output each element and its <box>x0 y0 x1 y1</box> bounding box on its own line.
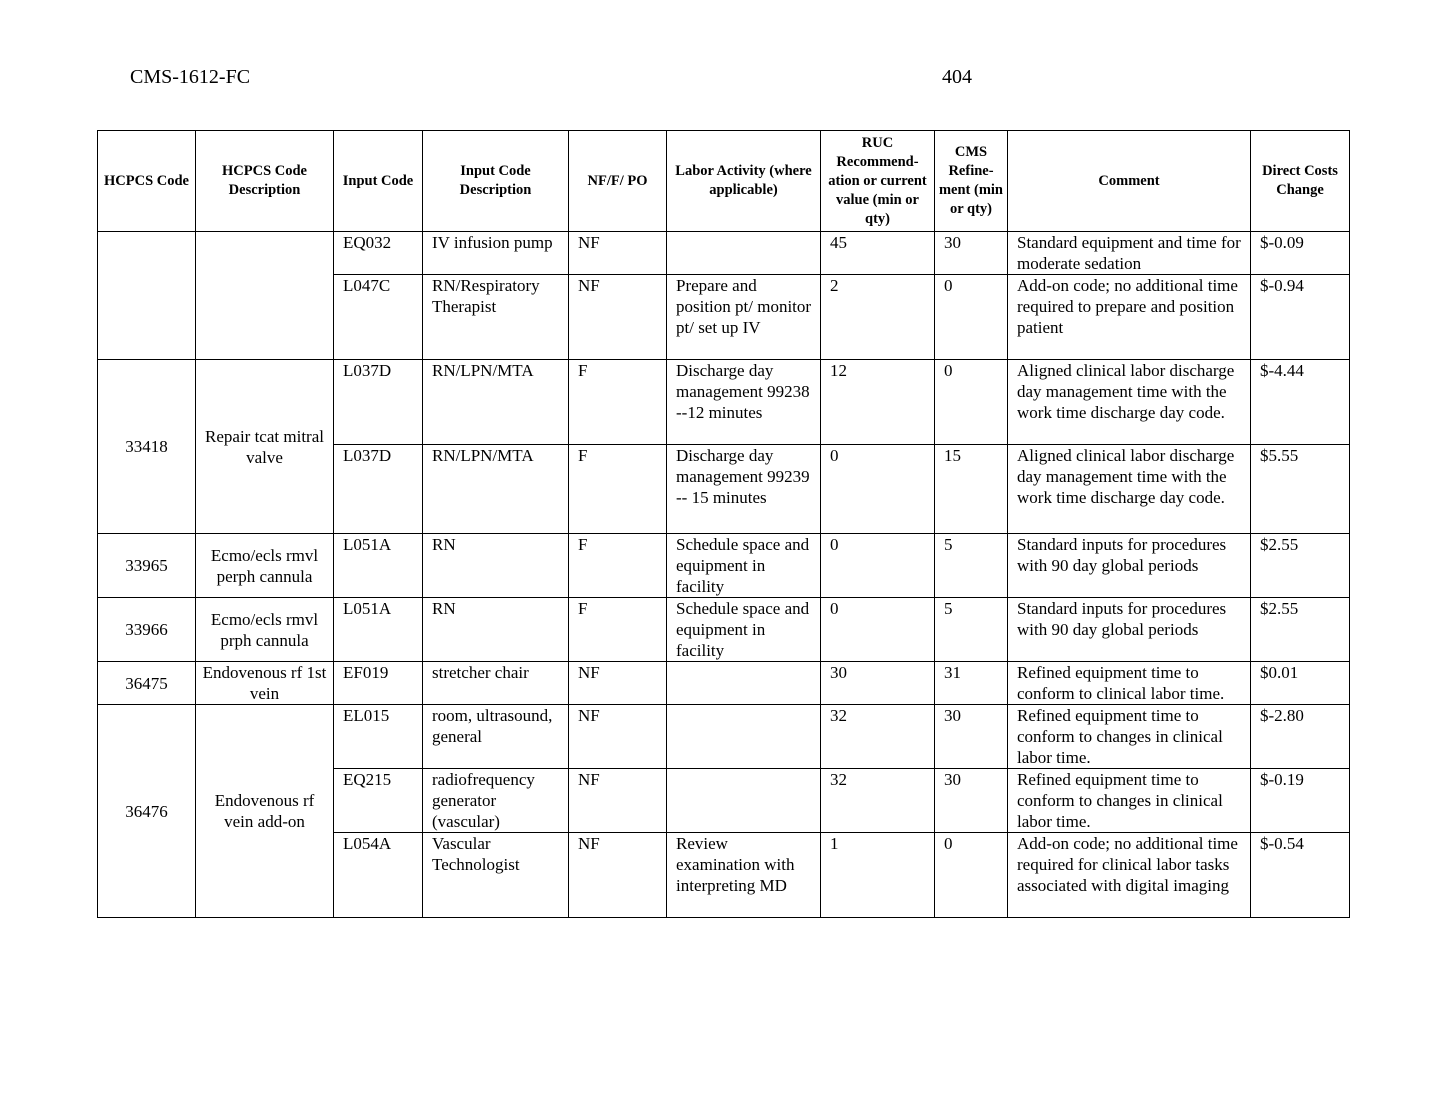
input-code-cell: L051A <box>334 598 423 662</box>
labor-activity-cell <box>667 232 821 275</box>
ruc-value-cell: 30 <box>821 662 935 705</box>
labor-activity-cell: Prepare and position pt/ monitor pt/ set up IV <box>667 275 821 360</box>
ruc-value-cell: 2 <box>821 275 935 360</box>
hcpcs-code-cell: 33418 <box>98 360 196 534</box>
nf-cell: NF <box>569 769 667 833</box>
labor-activity-cell <box>667 662 821 705</box>
table-row <box>98 534 1350 598</box>
nf-cell: NF <box>569 662 667 705</box>
hcpcs-code-cell: 36476 <box>98 705 196 918</box>
input-code-cell: EQ032 <box>334 232 423 275</box>
ruc-value-cell: 1 <box>821 833 935 918</box>
direct-costs-cell: $-0.19 <box>1251 769 1350 833</box>
labor-activity-cell <box>667 705 821 769</box>
cms-refinement-cell: 30 <box>935 769 1008 833</box>
comment-cell: Refined equipment time to conform to clinical labor time. <box>1008 662 1251 705</box>
hcpcs-description-cell <box>196 232 334 360</box>
ruc-value-cell: 0 <box>821 598 935 662</box>
input-description-cell: IV infusion pump <box>423 232 569 275</box>
ruc-value-cell: 45 <box>821 232 935 275</box>
direct-costs-cell: $5.55 <box>1251 445 1350 534</box>
cms-refinement-cell: 5 <box>935 534 1008 598</box>
col-hcpcs-description: HCPCS Code Description <box>196 131 334 232</box>
nf-cell: NF <box>569 275 667 360</box>
direct-costs-cell: $2.55 <box>1251 598 1350 662</box>
comment-cell: Aligned clinical labor discharge day management time with the work time discharge day code. <box>1008 445 1251 534</box>
hcpcs-description-cell: Ecmo/ecls rmvl prph cannula <box>196 598 334 662</box>
input-description-cell: room, ultrasound, general <box>423 705 569 769</box>
input-code-cell: L037D <box>334 360 423 445</box>
col-hcpcs-code: HCPCS Code <box>98 131 196 232</box>
col-cms-refinement: CMS Refine-ment (min or qty) <box>935 131 1008 232</box>
cms-refinement-cell: 0 <box>935 275 1008 360</box>
cms-refinement-cell: 0 <box>935 360 1008 445</box>
comment-cell: Add-on code; no additional time required for clinical labor tasks associated with digital imaging <box>1008 833 1251 918</box>
table-header-row <box>98 131 1350 232</box>
hcpcs-description-cell: Ecmo/ecls rmvl perph cannula <box>196 534 334 598</box>
direct-costs-cell: $-4.44 <box>1251 360 1350 445</box>
col-ruc-recommendation: RUC Recommend-ation or current value (min or qty) <box>821 131 935 232</box>
nf-cell: F <box>569 360 667 445</box>
direct-costs-cell: $-2.80 <box>1251 705 1350 769</box>
input-description-cell: RN/LPN/MTA <box>423 445 569 534</box>
input-code-cell: EF019 <box>334 662 423 705</box>
cms-refinement-cell: 30 <box>935 232 1008 275</box>
cms-refinement-cell: 5 <box>935 598 1008 662</box>
input-code-cell: L054A <box>334 833 423 918</box>
input-description-cell: radiofrequency generator (vascular) <box>423 769 569 833</box>
input-code-cell: EL015 <box>334 705 423 769</box>
labor-activity-cell: Discharge day management 99239 -- 15 minutes <box>667 445 821 534</box>
labor-activity-cell: Review examination with interpreting MD <box>667 833 821 918</box>
comment-cell: Aligned clinical labor discharge day management time with the work time discharge day code. <box>1008 360 1251 445</box>
input-code-cell: EQ215 <box>334 769 423 833</box>
nf-cell: F <box>569 534 667 598</box>
ruc-value-cell: 32 <box>821 769 935 833</box>
col-input-code-description: Input Code Description <box>423 131 569 232</box>
hcpcs-description-cell: Endovenous rf 1st vein <box>196 662 334 705</box>
table-row <box>98 598 1350 662</box>
hcpcs-code-cell: 36475 <box>98 662 196 705</box>
nf-cell: F <box>569 445 667 534</box>
comment-cell: Refined equipment time to conform to changes in clinical labor time. <box>1008 705 1251 769</box>
ruc-value-cell: 0 <box>821 445 935 534</box>
direct-costs-cell: $-0.09 <box>1251 232 1350 275</box>
input-description-cell: Vascular Technologist <box>423 833 569 918</box>
direct-costs-cell: $0.01 <box>1251 662 1350 705</box>
table-row <box>98 232 1350 275</box>
input-code-cell: L047C <box>334 275 423 360</box>
col-direct-costs-change: Direct Costs Change <box>1251 131 1350 232</box>
pe-refinements-table <box>97 130 1350 918</box>
table-row <box>98 360 1350 445</box>
input-description-cell: RN <box>423 534 569 598</box>
input-description-cell: RN <box>423 598 569 662</box>
nf-cell: F <box>569 598 667 662</box>
hcpcs-description-cell: Endovenous rf vein add-on <box>196 705 334 918</box>
ruc-value-cell: 12 <box>821 360 935 445</box>
hcpcs-description-cell: Repair tcat mitral valve <box>196 360 334 534</box>
labor-activity-cell <box>667 769 821 833</box>
document-id: CMS-1612-FC <box>130 66 251 88</box>
nf-cell: NF <box>569 232 667 275</box>
cms-refinement-cell: 0 <box>935 833 1008 918</box>
input-description-cell: stretcher chair <box>423 662 569 705</box>
labor-activity-cell: Schedule space and equipment in facility <box>667 534 821 598</box>
input-code-cell: L051A <box>334 534 423 598</box>
comment-cell: Standard equipment and time for moderate sedation <box>1008 232 1251 275</box>
direct-costs-cell: $2.55 <box>1251 534 1350 598</box>
cms-refinement-cell: 30 <box>935 705 1008 769</box>
hcpcs-code-cell: 33965 <box>98 534 196 598</box>
labor-activity-cell: Schedule space and equipment in facility <box>667 598 821 662</box>
ruc-value-cell: 32 <box>821 705 935 769</box>
input-code-cell: L037D <box>334 445 423 534</box>
hcpcs-code-cell: 33966 <box>98 598 196 662</box>
col-input-code: Input Code <box>334 131 423 232</box>
hcpcs-code-cell <box>98 232 196 360</box>
input-description-cell: RN/LPN/MTA <box>423 360 569 445</box>
comment-cell: Standard inputs for procedures with 90 day global periods <box>1008 598 1251 662</box>
cms-refinement-cell: 31 <box>935 662 1008 705</box>
direct-costs-cell: $-0.94 <box>1251 275 1350 360</box>
col-comment: Comment <box>1008 131 1251 232</box>
direct-costs-cell: $-0.54 <box>1251 833 1350 918</box>
ruc-value-cell: 0 <box>821 534 935 598</box>
comment-cell: Standard inputs for procedures with 90 day global periods <box>1008 534 1251 598</box>
input-description-cell: RN/Respiratory Therapist <box>423 275 569 360</box>
nf-cell: NF <box>569 833 667 918</box>
page-number: 404 <box>942 66 972 88</box>
table-row <box>98 662 1350 705</box>
col-labor-activity: Labor Activity (where applicable) <box>667 131 821 232</box>
labor-activity-cell: Discharge day management 99238 --12 minutes <box>667 360 821 445</box>
cms-refinement-cell: 15 <box>935 445 1008 534</box>
nf-cell: NF <box>569 705 667 769</box>
table-row <box>98 705 1350 769</box>
col-nf-f-po: NF/F/ PO <box>569 131 667 232</box>
comment-cell: Add-on code; no additional time required to prepare and position patient <box>1008 275 1251 360</box>
comment-cell: Refined equipment time to conform to changes in clinical labor time. <box>1008 769 1251 833</box>
